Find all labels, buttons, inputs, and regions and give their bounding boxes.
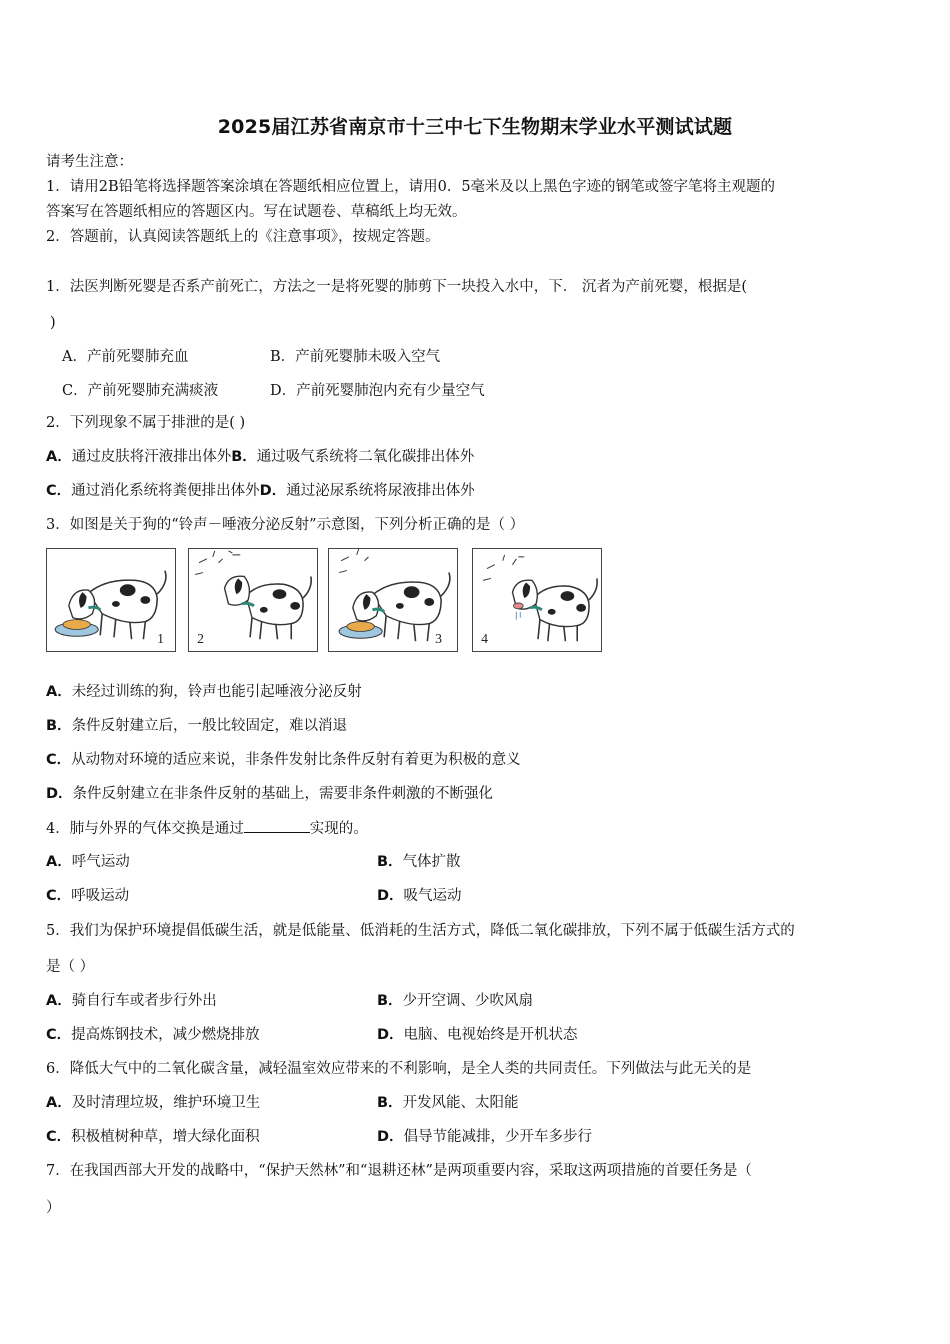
question-3-option-a — [46, 682, 362, 702]
option-label: A． — [46, 684, 72, 700]
question-4-option-d — [377, 886, 462, 906]
option-text: 条件反射建立后，一般比较固定，难以消退 — [71, 718, 348, 734]
option-label: A． — [46, 854, 72, 870]
question-5-option-d — [377, 1025, 578, 1045]
question-3-option-b — [46, 716, 347, 736]
option-text: 骑自行车或者步行外出 — [71, 993, 217, 1009]
option-text: 提高炼钢技术，减少燃烧排放 — [71, 1027, 260, 1043]
option-label: B． — [377, 854, 403, 870]
stem-after: 实现的。 — [309, 821, 368, 837]
option-label: C． — [46, 1129, 72, 1145]
option-label: D． — [377, 1129, 404, 1145]
option-text: 吸气运动 — [403, 888, 462, 904]
option-text: 通过消化系统将粪便排出体外 — [71, 483, 260, 499]
option-text: 及时清理垃圾，维护环境卫生 — [71, 1095, 261, 1111]
notice-item: 1．请用2B铅笔将选择题答案涂填在答题纸相应位置上，请用0．5毫米及以上黑色字迹的钢笔或签字笔将主观题的 — [46, 179, 776, 195]
option-text: 呼吸运动 — [71, 888, 130, 904]
option-text: 未经过训练的狗，铃声也能引起唾液分泌反射 — [71, 684, 362, 700]
page-title: 2025届江苏省南京市十三中七下生物期末学业水平测试试题 — [217, 116, 733, 138]
option-label: C． — [46, 752, 72, 768]
question-3-stem: 3．如图是关于狗的“铃声－唾液分泌反射”示意图，下列分析正确的是（ ） — [46, 517, 525, 533]
question-6-option-a — [46, 1093, 260, 1113]
option-text: 少开空调、少吹风扇 — [402, 993, 534, 1009]
figure-panel-3 — [328, 548, 458, 652]
option-label: A． — [46, 1095, 72, 1111]
figure-panel-4 — [472, 548, 602, 652]
option-text: 通过皮肤将汗液排出体外 — [71, 449, 232, 465]
question-7-stem: 7．在我国西部大开发的战略中，“保护天然林”和“退耕还林”是两项重要内容，采取这两项措施的首要任务是（ — [46, 1163, 752, 1179]
answer-blank — [244, 818, 310, 833]
question-4-stem — [46, 818, 368, 839]
notice-item: 2．答题前，认真阅读答题纸上的《注意事项》，按规定答题。 — [46, 229, 440, 245]
question-2-stem: 2．下列现象不属于排泄的是( ) — [46, 415, 246, 431]
option-label: C． — [46, 483, 72, 499]
question-6-stem: 6．降低大气中的二氧化碳含量，减轻温室效应带来的不利影响，是全人类的共同责任。下列做法与此无关的是 — [46, 1061, 752, 1077]
option-text: 通过吸气系统将二氧化碳排出体外 — [256, 449, 475, 465]
question-6-option-b — [377, 1093, 519, 1113]
question-5-option-b — [377, 991, 533, 1011]
question-1-stem: 1．法医判断死婴是否系产前死亡，方法之一是将死婴的肺剪下一块投入水中，下． 沉者为产前死婴，根据是( — [46, 279, 747, 295]
option-label: D． — [46, 786, 73, 802]
stem-before: 4．肺与外界的气体交换是通过 — [46, 821, 244, 837]
notice-heading: 请考生注意： — [46, 154, 133, 170]
question-2-row-2 — [46, 481, 475, 501]
question-1-stem-end: ) — [50, 315, 56, 331]
option-label: A． — [46, 449, 72, 465]
panel-number: 4 — [481, 631, 488, 647]
panel-number: 2 — [197, 631, 204, 647]
option-text: 呼气运动 — [71, 854, 130, 870]
dog-reflex-figure — [46, 548, 602, 654]
figure-panel-2 — [188, 548, 318, 652]
question-6-option-d — [377, 1127, 592, 1147]
option-label: C． — [46, 888, 72, 904]
option-text: 从动物对环境的适应来说，非条件发射比条件反射有着更为积极的意义 — [71, 752, 521, 768]
option-label: D． — [377, 1027, 404, 1043]
question-6-option-c — [46, 1127, 260, 1147]
question-1-option-c: C．产前死婴肺充满痰液 — [62, 383, 219, 399]
panel-number: 3 — [435, 631, 443, 647]
question-2-row-1 — [46, 447, 474, 467]
option-text: 气体扩散 — [402, 854, 461, 870]
option-text: 条件反射建立在非条件反射的基础上，需要非条件刺激的不断强化 — [72, 786, 494, 802]
option-label: B． — [377, 993, 403, 1009]
option-label: D． — [377, 888, 404, 904]
question-1-option-a: A．产前死婴肺充血 — [62, 349, 189, 365]
question-4-option-b — [377, 852, 461, 872]
option-text: 电脑、电视始终是开机状态 — [403, 1027, 578, 1043]
question-1-option-d: D．产前死婴肺泡内充有少量空气 — [270, 383, 485, 399]
question-5-stem-end: 是（ ） — [46, 959, 95, 975]
question-7-stem-end: ） — [46, 1200, 61, 1216]
option-text: 开发风能、太阳能 — [402, 1095, 519, 1111]
option-text: 倡导节能减排，少开车多步行 — [403, 1129, 593, 1145]
option-label: B． — [377, 1095, 403, 1111]
figure-panel-1 — [46, 548, 176, 652]
question-1-option-b: B．产前死婴肺未吸入空气 — [270, 349, 441, 365]
panel-number: 1 — [157, 631, 164, 647]
question-5-option-a — [46, 991, 217, 1011]
question-4-option-a — [46, 852, 130, 872]
question-5-option-c — [46, 1025, 260, 1045]
option-label: B． — [46, 718, 72, 734]
question-5-stem: 5．我们为保护环境提倡低碳生活，就是低能量、低消耗的生活方式，降低二氧化碳排放，下列不属于低碳生活方式的 — [46, 923, 795, 939]
option-label: C． — [46, 1027, 72, 1043]
option-text: 积极植树种草，增大绿化面积 — [71, 1129, 260, 1145]
question-3-option-c — [46, 750, 521, 770]
option-label: A． — [46, 993, 72, 1009]
option-label: B． — [231, 449, 257, 465]
notice-item: 答案写在答题纸相应的答题区内。写在试题卷、草稿纸上均无效。 — [46, 204, 467, 220]
question-3-option-d — [46, 784, 493, 804]
option-text: 通过泌尿系统将尿液排出体外 — [286, 483, 475, 499]
question-4-option-c — [46, 886, 129, 906]
option-label: D． — [259, 483, 287, 499]
